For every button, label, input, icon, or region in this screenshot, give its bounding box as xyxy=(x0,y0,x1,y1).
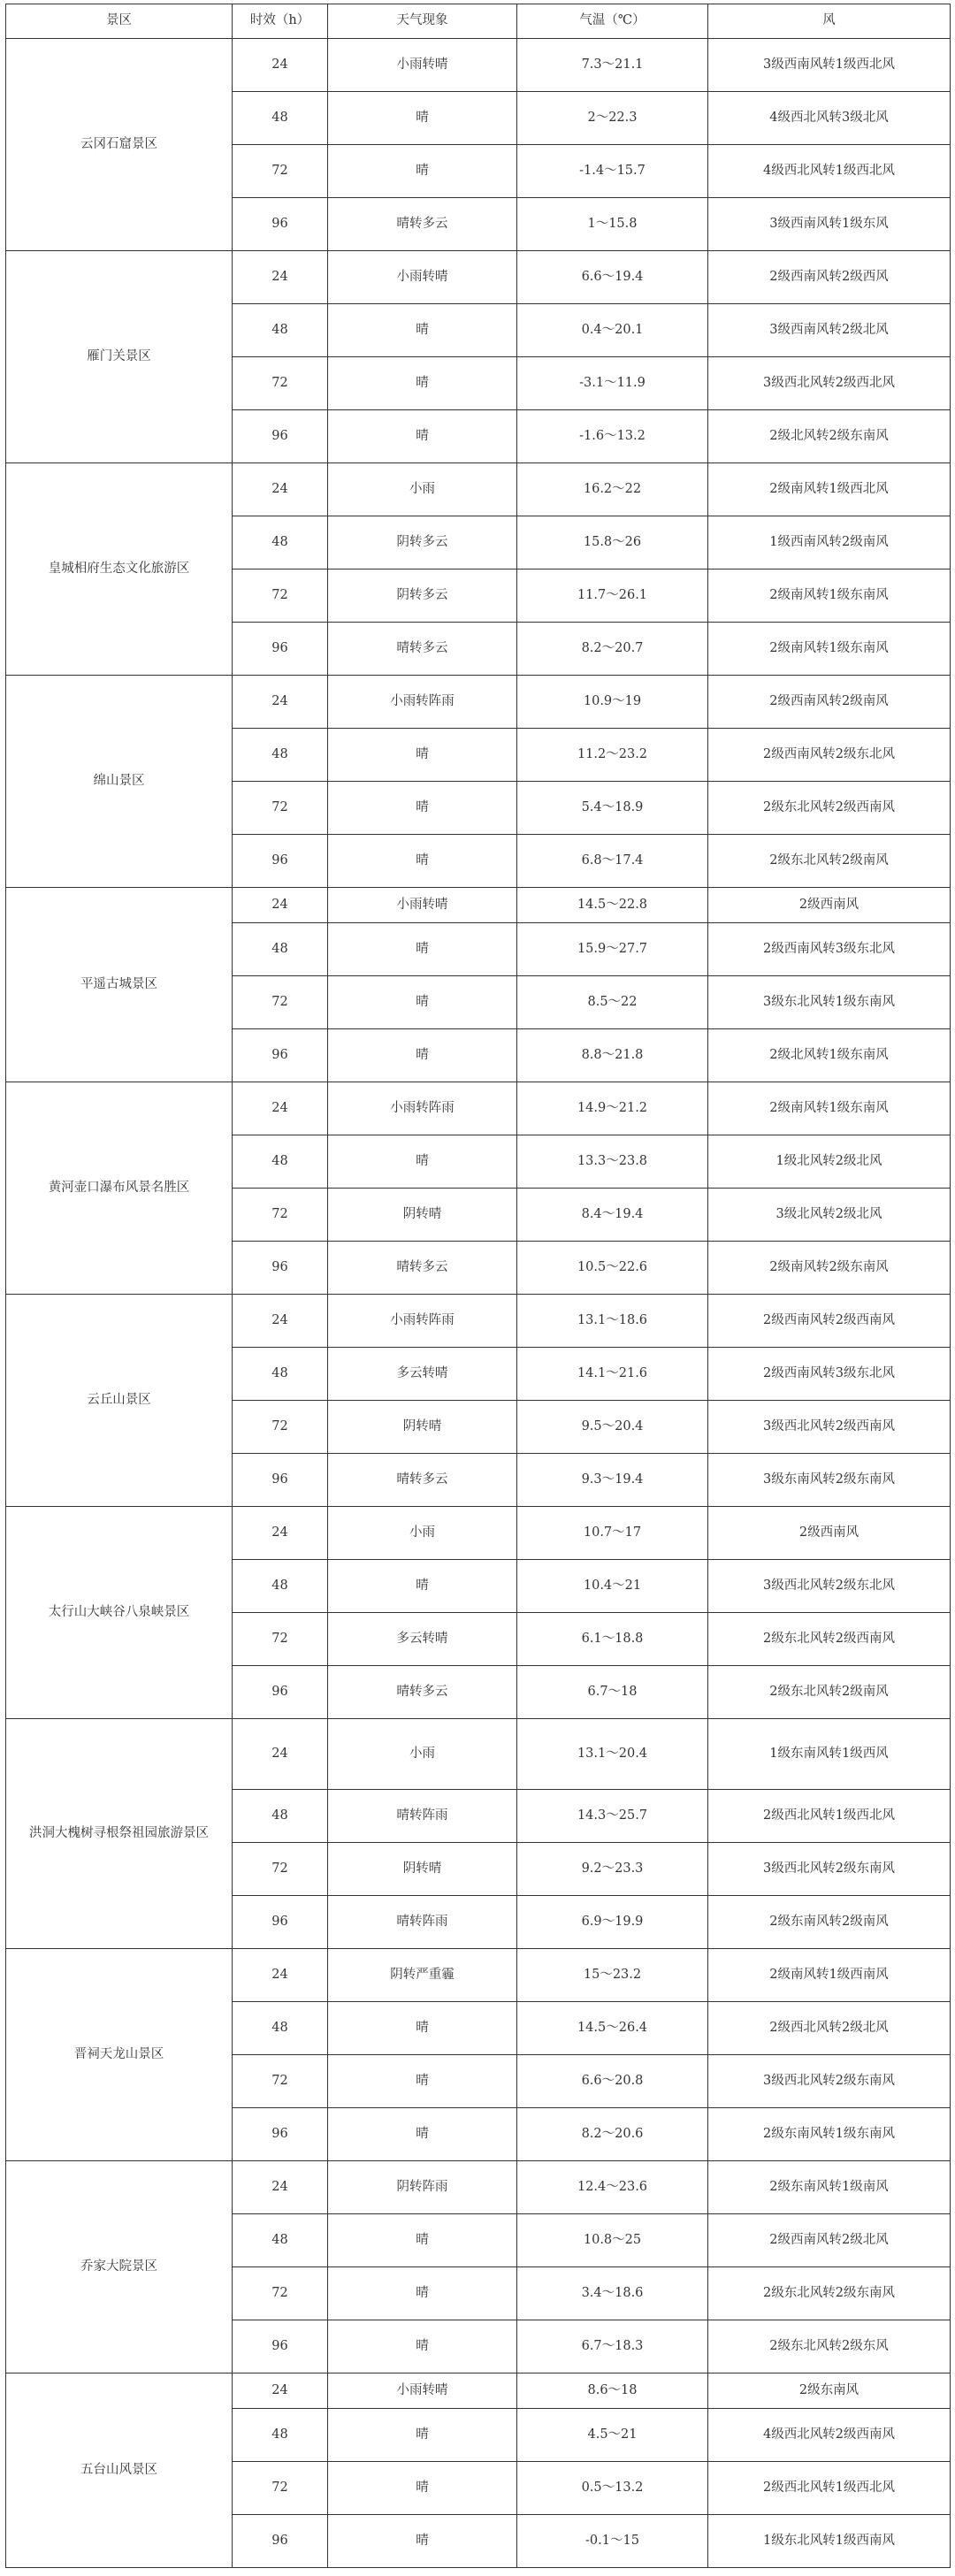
scenic-area-name: 雁门关景区 xyxy=(6,251,233,463)
temperature-cell: 8.4～19.4 xyxy=(517,1189,708,1242)
lead-time-cell: 48 xyxy=(233,92,328,145)
wind-cell: 1级西南风转2级南风 xyxy=(708,516,951,569)
wind-cell: 3级东北风转1级东南风 xyxy=(708,976,951,1029)
wind-cell: 1级北风转2级北风 xyxy=(708,1135,951,1189)
weather-cell: 晴转多云 xyxy=(328,623,517,676)
scenic-area-name: 乔家大院景区 xyxy=(6,2161,233,2373)
wind-cell: 2级西南风转2级西风 xyxy=(708,251,951,304)
weather-cell: 阴转晴 xyxy=(328,1401,517,1454)
lead-time-cell: 96 xyxy=(233,1896,328,1949)
weather-cell: 晴 xyxy=(328,729,517,782)
weather-cell: 晴 xyxy=(328,1135,517,1189)
weather-cell: 晴 xyxy=(328,2267,517,2320)
weather-cell: 晴 xyxy=(328,304,517,357)
wind-cell: 2级北风转1级东南风 xyxy=(708,1029,951,1082)
wind-cell: 2级东南风转1级东南风 xyxy=(708,2108,951,2161)
weather-cell: 晴 xyxy=(328,782,517,835)
lead-time-cell: 48 xyxy=(233,1560,328,1613)
header-weather: 天气现象 xyxy=(328,4,517,39)
lead-time-cell: 48 xyxy=(233,2214,328,2267)
lead-time-cell: 72 xyxy=(233,145,328,198)
wind-cell: 2级东南风转1级南风 xyxy=(708,2161,951,2214)
weather-cell: 晴转多云 xyxy=(328,1666,517,1719)
temperature-cell: 10.9～19 xyxy=(517,676,708,729)
lead-time-cell: 24 xyxy=(233,39,328,92)
wind-cell: 2级东北风转2级东南风 xyxy=(708,2267,951,2320)
temperature-cell: 0.4～20.1 xyxy=(517,304,708,357)
lead-time-cell: 72 xyxy=(233,1843,328,1896)
header-temperature: 气温（℃） xyxy=(517,4,708,39)
temperature-cell: 10.7～17 xyxy=(517,1507,708,1560)
lead-time-cell: 24 xyxy=(233,1082,328,1135)
wind-cell: 2级东北风转2级东风 xyxy=(708,2320,951,2373)
lead-time-cell: 96 xyxy=(233,2320,328,2373)
weather-cell: 晴 xyxy=(328,2462,517,2515)
scenic-area-name: 平遥古城景区 xyxy=(6,888,233,1082)
wind-cell: 1级东北风转1级西南风 xyxy=(708,2515,951,2568)
table-row xyxy=(6,2161,951,2214)
lead-time-cell: 96 xyxy=(233,198,328,251)
temperature-cell: -1.6～13.2 xyxy=(517,410,708,463)
wind-cell: 2级西南风转3级东北风 xyxy=(708,1348,951,1401)
header-wind: 风 xyxy=(708,4,951,39)
temperature-cell: -3.1～11.9 xyxy=(517,357,708,410)
lead-time-cell: 96 xyxy=(233,623,328,676)
lead-time-cell: 48 xyxy=(233,2002,328,2055)
lead-time-cell: 48 xyxy=(233,1135,328,1189)
wind-cell: 2级东北风转2级西南风 xyxy=(708,782,951,835)
temperature-cell: 13.1～20.4 xyxy=(517,1719,708,1790)
wind-cell: 3级西南风转1级东风 xyxy=(708,198,951,251)
lead-time-cell: 24 xyxy=(233,1295,328,1348)
wind-cell: 3级东南风转2级东南风 xyxy=(708,1454,951,1507)
temperature-cell: 8.2～20.7 xyxy=(517,623,708,676)
temperature-cell: 14.9～21.2 xyxy=(517,1082,708,1135)
weather-cell: 晴 xyxy=(328,2515,517,2568)
lead-time-cell: 24 xyxy=(233,2161,328,2214)
temperature-cell: 8.8～21.8 xyxy=(517,1029,708,1082)
lead-time-cell: 96 xyxy=(233,1242,328,1295)
weather-cell: 晴 xyxy=(328,835,517,888)
temperature-cell: 1～15.8 xyxy=(517,198,708,251)
lead-time-cell: 24 xyxy=(233,2373,328,2409)
wind-cell: 3级西北风转2级西北风 xyxy=(708,357,951,410)
temperature-cell: 6.9～19.9 xyxy=(517,1896,708,1949)
table-row xyxy=(6,1295,951,1348)
weather-cell: 小雨转阵雨 xyxy=(328,676,517,729)
weather-cell: 晴转多云 xyxy=(328,198,517,251)
weather-cell: 小雨转晴 xyxy=(328,2373,517,2409)
lead-time-cell: 24 xyxy=(233,251,328,304)
weather-cell: 阴转阵雨 xyxy=(328,2161,517,2214)
lead-time-cell: 96 xyxy=(233,1666,328,1719)
wind-cell: 4级西北风转1级西北风 xyxy=(708,145,951,198)
wind-cell: 3级西南风转2级北风 xyxy=(708,304,951,357)
temperature-cell: 10.4～21 xyxy=(517,1560,708,1613)
temperature-cell: 6.8～17.4 xyxy=(517,835,708,888)
temperature-cell: 4.5～21 xyxy=(517,2409,708,2462)
lead-time-cell: 96 xyxy=(233,2515,328,2568)
temperature-cell: 15.8～26 xyxy=(517,516,708,569)
weather-cell: 阴转严重霾 xyxy=(328,1949,517,2002)
table-row xyxy=(6,1082,951,1135)
lead-time-cell: 72 xyxy=(233,2462,328,2515)
weather-cell: 晴 xyxy=(328,923,517,976)
temperature-cell: 0.5～13.2 xyxy=(517,2462,708,2515)
weather-cell: 多云转晴 xyxy=(328,1613,517,1666)
wind-cell: 2级南风转1级东南风 xyxy=(708,1082,951,1135)
temperature-cell: 5.4～18.9 xyxy=(517,782,708,835)
temperature-cell: 6.7～18 xyxy=(517,1666,708,1719)
weather-cell: 晴 xyxy=(328,357,517,410)
temperature-cell: 7.3～21.1 xyxy=(517,39,708,92)
temperature-cell: 16.2～22 xyxy=(517,463,708,516)
wind-cell: 2级东北风转2级西南风 xyxy=(708,1613,951,1666)
wind-cell: 2级西南风 xyxy=(708,888,951,923)
temperature-cell: 8.2～20.6 xyxy=(517,2108,708,2161)
lead-time-cell: 48 xyxy=(233,1348,328,1401)
table-row xyxy=(6,463,951,516)
weather-cell: 晴 xyxy=(328,2108,517,2161)
wind-cell: 2级西北风转1级西北风 xyxy=(708,1790,951,1843)
temperature-cell: 6.6～20.8 xyxy=(517,2055,708,2108)
wind-cell: 2级西南风 xyxy=(708,1507,951,1560)
weather-cell: 阴转多云 xyxy=(328,569,517,623)
temperature-cell: 9.5～20.4 xyxy=(517,1401,708,1454)
weather-cell: 晴 xyxy=(328,2002,517,2055)
temperature-cell: 9.3～19.4 xyxy=(517,1454,708,1507)
table-row xyxy=(6,888,951,923)
temperature-cell: 10.8～25 xyxy=(517,2214,708,2267)
header-lead-time: 时效（h） xyxy=(233,4,328,39)
scenic-area-name: 晋祠天龙山景区 xyxy=(6,1949,233,2161)
lead-time-cell: 72 xyxy=(233,2055,328,2108)
weather-cell: 小雨转阵雨 xyxy=(328,1082,517,1135)
lead-time-cell: 72 xyxy=(233,569,328,623)
weather-cell: 晴转阵雨 xyxy=(328,1790,517,1843)
lead-time-cell: 72 xyxy=(233,1401,328,1454)
scenic-area-name: 绵山景区 xyxy=(6,676,233,888)
temperature-cell: 6.7～18.3 xyxy=(517,2320,708,2373)
temperature-cell: 14.5～26.4 xyxy=(517,2002,708,2055)
wind-cell: 2级南风转1级东南风 xyxy=(708,623,951,676)
lead-time-cell: 24 xyxy=(233,463,328,516)
weather-cell: 小雨转晴 xyxy=(328,39,517,92)
lead-time-cell: 24 xyxy=(233,1507,328,1560)
weather-cell: 小雨 xyxy=(328,1507,517,1560)
temperature-cell: 11.2～23.2 xyxy=(517,729,708,782)
weather-cell: 晴转阵雨 xyxy=(328,1896,517,1949)
weather-cell: 阴转晴 xyxy=(328,1843,517,1896)
table-row xyxy=(6,251,951,304)
temperature-cell: 14.5～22.8 xyxy=(517,888,708,923)
header-scenic-area: 景区 xyxy=(6,4,233,39)
lead-time-cell: 96 xyxy=(233,1454,328,1507)
wind-cell: 4级西北风转2级西南风 xyxy=(708,2409,951,2462)
temperature-cell: 11.7～26.1 xyxy=(517,569,708,623)
wind-cell: 3级北风转2级北风 xyxy=(708,1189,951,1242)
wind-cell: 3级西南风转1级西北风 xyxy=(708,39,951,92)
lead-time-cell: 96 xyxy=(233,1029,328,1082)
lead-time-cell: 48 xyxy=(233,1790,328,1843)
lead-time-cell: 96 xyxy=(233,2108,328,2161)
temperature-cell: -1.4～15.7 xyxy=(517,145,708,198)
table-row xyxy=(6,676,951,729)
weather-cell: 小雨转晴 xyxy=(328,888,517,923)
wind-cell: 2级西南风转2级北风 xyxy=(708,2214,951,2267)
weather-forecast-table xyxy=(5,4,951,2568)
wind-cell: 4级西北风转3级北风 xyxy=(708,92,951,145)
lead-time-cell: 72 xyxy=(233,976,328,1029)
weather-cell: 晴转多云 xyxy=(328,1454,517,1507)
weather-cell: 晴转多云 xyxy=(328,1242,517,1295)
scenic-area-name: 洪洞大槐树寻根祭祖园旅游景区 xyxy=(6,1719,233,1949)
temperature-cell: 14.1～21.6 xyxy=(517,1348,708,1401)
temperature-cell: 15～23.2 xyxy=(517,1949,708,2002)
weather-cell: 晴 xyxy=(328,2214,517,2267)
weather-cell: 晴 xyxy=(328,2320,517,2373)
wind-cell: 2级西南风转2级西南风 xyxy=(708,1295,951,1348)
lead-time-cell: 24 xyxy=(233,676,328,729)
weather-cell: 小雨转晴 xyxy=(328,251,517,304)
temperature-cell: 15.9～27.7 xyxy=(517,923,708,976)
scenic-area-name: 皇城相府生态文化旅游区 xyxy=(6,463,233,676)
weather-cell: 晴 xyxy=(328,92,517,145)
temperature-cell: 13.3～23.8 xyxy=(517,1135,708,1189)
lead-time-cell: 96 xyxy=(233,835,328,888)
temperature-cell: 13.1～18.6 xyxy=(517,1295,708,1348)
lead-time-cell: 24 xyxy=(233,888,328,923)
wind-cell: 2级北风转2级东南风 xyxy=(708,410,951,463)
weather-cell: 小雨 xyxy=(328,1719,517,1790)
table-row xyxy=(6,39,951,92)
lead-time-cell: 72 xyxy=(233,782,328,835)
lead-time-cell: 48 xyxy=(233,923,328,976)
table-row xyxy=(6,1949,951,2002)
table-row xyxy=(6,2373,951,2409)
scenic-area-name: 黄河壶口瀑布风景名胜区 xyxy=(6,1082,233,1295)
temperature-cell: 6.1～18.8 xyxy=(517,1613,708,1666)
weather-cell: 晴 xyxy=(328,1029,517,1082)
table-header-row xyxy=(6,4,951,39)
temperature-cell: 9.2～23.3 xyxy=(517,1843,708,1896)
weather-cell: 晴 xyxy=(328,2409,517,2462)
wind-cell: 2级东南风 xyxy=(708,2373,951,2409)
scenic-area-name: 五台山风景区 xyxy=(6,2373,233,2568)
wind-cell: 2级西南风转2级南风 xyxy=(708,676,951,729)
temperature-cell: 3.4～18.6 xyxy=(517,2267,708,2320)
lead-time-cell: 24 xyxy=(233,1949,328,2002)
wind-cell: 2级西南风转2级东北风 xyxy=(708,729,951,782)
weather-cell: 晴 xyxy=(328,2055,517,2108)
lead-time-cell: 72 xyxy=(233,2267,328,2320)
temperature-cell: 8.6～18 xyxy=(517,2373,708,2409)
weather-cell: 阴转多云 xyxy=(328,516,517,569)
lead-time-cell: 72 xyxy=(233,1189,328,1242)
wind-cell: 3级西北风转2级东南风 xyxy=(708,1843,951,1896)
lead-time-cell: 48 xyxy=(233,2409,328,2462)
wind-cell: 3级西北风转2级东北风 xyxy=(708,1560,951,1613)
wind-cell: 2级南风转1级西北风 xyxy=(708,463,951,516)
temperature-cell: 14.3～25.7 xyxy=(517,1790,708,1843)
wind-cell: 1级东南风转1级西风 xyxy=(708,1719,951,1790)
wind-cell: 2级南风转1级西南风 xyxy=(708,1949,951,2002)
weather-cell: 多云转晴 xyxy=(328,1348,517,1401)
lead-time-cell: 48 xyxy=(233,304,328,357)
lead-time-cell: 48 xyxy=(233,516,328,569)
temperature-cell: 8.5～22 xyxy=(517,976,708,1029)
lead-time-cell: 48 xyxy=(233,729,328,782)
lead-time-cell: 72 xyxy=(233,1613,328,1666)
temperature-cell: -0.1～15 xyxy=(517,2515,708,2568)
temperature-cell: 12.4～23.6 xyxy=(517,2161,708,2214)
weather-cell: 阴转晴 xyxy=(328,1189,517,1242)
lead-time-cell: 24 xyxy=(233,1719,328,1790)
weather-cell: 晴 xyxy=(328,145,517,198)
scenic-area-name: 云丘山景区 xyxy=(6,1295,233,1507)
weather-cell: 晴 xyxy=(328,976,517,1029)
temperature-cell: 10.5～22.6 xyxy=(517,1242,708,1295)
wind-cell: 3级西北风转2级西南风 xyxy=(708,1401,951,1454)
wind-cell: 2级东北风转2级南风 xyxy=(708,835,951,888)
table-row xyxy=(6,1719,951,1790)
scenic-area-name: 太行山大峡谷八泉峡景区 xyxy=(6,1507,233,1719)
wind-cell: 2级东北风转2级南风 xyxy=(708,1666,951,1719)
temperature-cell: 2～22.3 xyxy=(517,92,708,145)
wind-cell: 2级西南风转3级东北风 xyxy=(708,923,951,976)
table-body xyxy=(6,39,951,2568)
table-row xyxy=(6,1507,951,1560)
wind-cell: 2级南风转1级东南风 xyxy=(708,569,951,623)
lead-time-cell: 72 xyxy=(233,357,328,410)
wind-cell: 2级南风转2级东南风 xyxy=(708,1242,951,1295)
wind-cell: 2级西北风转1级西北风 xyxy=(708,2462,951,2515)
weather-cell: 晴 xyxy=(328,1560,517,1613)
weather-cell: 晴 xyxy=(328,410,517,463)
wind-cell: 3级西北风转2级东南风 xyxy=(708,2055,951,2108)
lead-time-cell: 96 xyxy=(233,410,328,463)
wind-cell: 2级东南风转2级南风 xyxy=(708,1896,951,1949)
weather-cell: 小雨转阵雨 xyxy=(328,1295,517,1348)
wind-cell: 2级西北风转2级北风 xyxy=(708,2002,951,2055)
temperature-cell: 6.6～19.4 xyxy=(517,251,708,304)
weather-cell: 小雨 xyxy=(328,463,517,516)
scenic-area-name: 云冈石窟景区 xyxy=(6,39,233,251)
